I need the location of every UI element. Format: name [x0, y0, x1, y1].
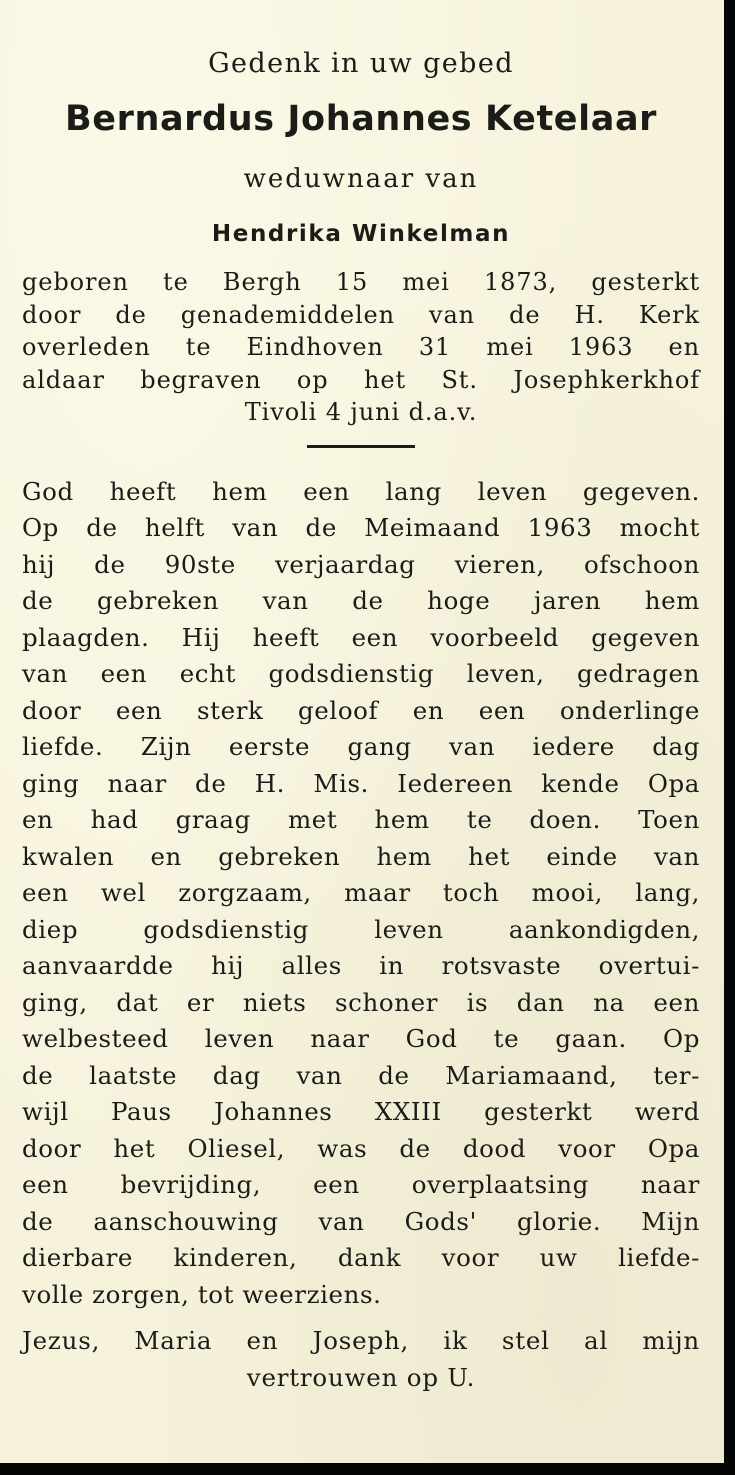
eulogy-line: ging, dat er niets schoner is dan na een [22, 987, 700, 1017]
eulogy-line: plaagden. Hij heeft een voorbeeld gegeven [22, 622, 700, 652]
scan-edge-bottom [0, 1463, 735, 1475]
eulogy-line: de gebreken van de hoge jaren hem [22, 586, 700, 615]
eulogy-line: dierbare kinderen, dank voor uw liefde- [22, 1243, 700, 1272]
eulogy-line: volle zorgen, tot weerziens. [22, 1279, 382, 1309]
spouse-name: Hendrika Winkelman [211, 221, 511, 247]
bio-line: overleden te Eindhoven 31 mei 1963 en [22, 333, 700, 361]
eulogy-line: en had graag met hem te doen. Toen [22, 805, 700, 834]
eulogy-line: een wel zorgzaam, maar toch mooi, lang, [22, 878, 700, 907]
eulogy-line: God heeft hem een lang leven gegeven. [22, 476, 700, 506]
biography-block [22, 266, 700, 429]
eulogy-line: diep godsdienstig leven aankondigden, [22, 914, 700, 944]
eulogy-line: een bevrijding, een overplaatsing naar [22, 1170, 700, 1199]
eulogy-block [22, 474, 700, 1314]
scan-edge-right [724, 0, 735, 1475]
eulogy-line: Op de helft van de Meimaand 1963 mocht [22, 513, 700, 542]
eulogy-line: welbesteed leven naar God te gaan. Op [22, 1024, 700, 1053]
eulogy-line: de laatste dag van de Mariamaand, ter- [22, 1060, 700, 1090]
deceased-name: Bernardus Johannes Ketelaar [64, 99, 658, 139]
eulogy-line: aanvaardde hij alles in rotsvaste overtui- [22, 951, 700, 980]
bio-line: geboren te Bergh 15 mei 1873, gesterkt [22, 268, 700, 296]
prayer-line: Jezus, Maria en Joseph, ik stel al mijn [22, 1326, 700, 1355]
closing-prayer [22, 1323, 700, 1396]
widower-of-text: weduwnaar van [243, 164, 479, 194]
intro-text: Gedenk in uw gebed [208, 48, 514, 79]
bio-line: Tivoli 4 juni d.a.v. [244, 398, 478, 426]
eulogy-line: wijl Paus Johannes XXIII gesterkt werd [22, 1097, 700, 1126]
eulogy-line: kwalen en gebreken hem het einde van [22, 841, 700, 871]
eulogy-line: van een echt godsdienstig leven, gedragen [22, 659, 700, 688]
eulogy-line: de aanschouwing van Gods' glorie. Mijn [22, 1206, 700, 1236]
eulogy-line: door een sterk geloof en een onderlinge [22, 695, 700, 725]
eulogy-line: hij de 90ste verjaardag vieren, ofschoon [22, 549, 700, 579]
eulogy-line: ging naar de H. Mis. Iedereen kende Opa [22, 768, 700, 798]
divider-rule [307, 445, 415, 448]
eulogy-line: door het Oliesel, was de dood voor Opa [22, 1133, 700, 1163]
bio-line: aldaar begraven op het St. Josephkerkhof [22, 365, 700, 394]
bio-line: door de genademiddelen van de H. Kerk [22, 300, 700, 329]
prayer-line: vertrouwen op U. [246, 1362, 476, 1392]
eulogy-line: liefde. Zijn eerste gang van iedere dag [22, 732, 700, 761]
